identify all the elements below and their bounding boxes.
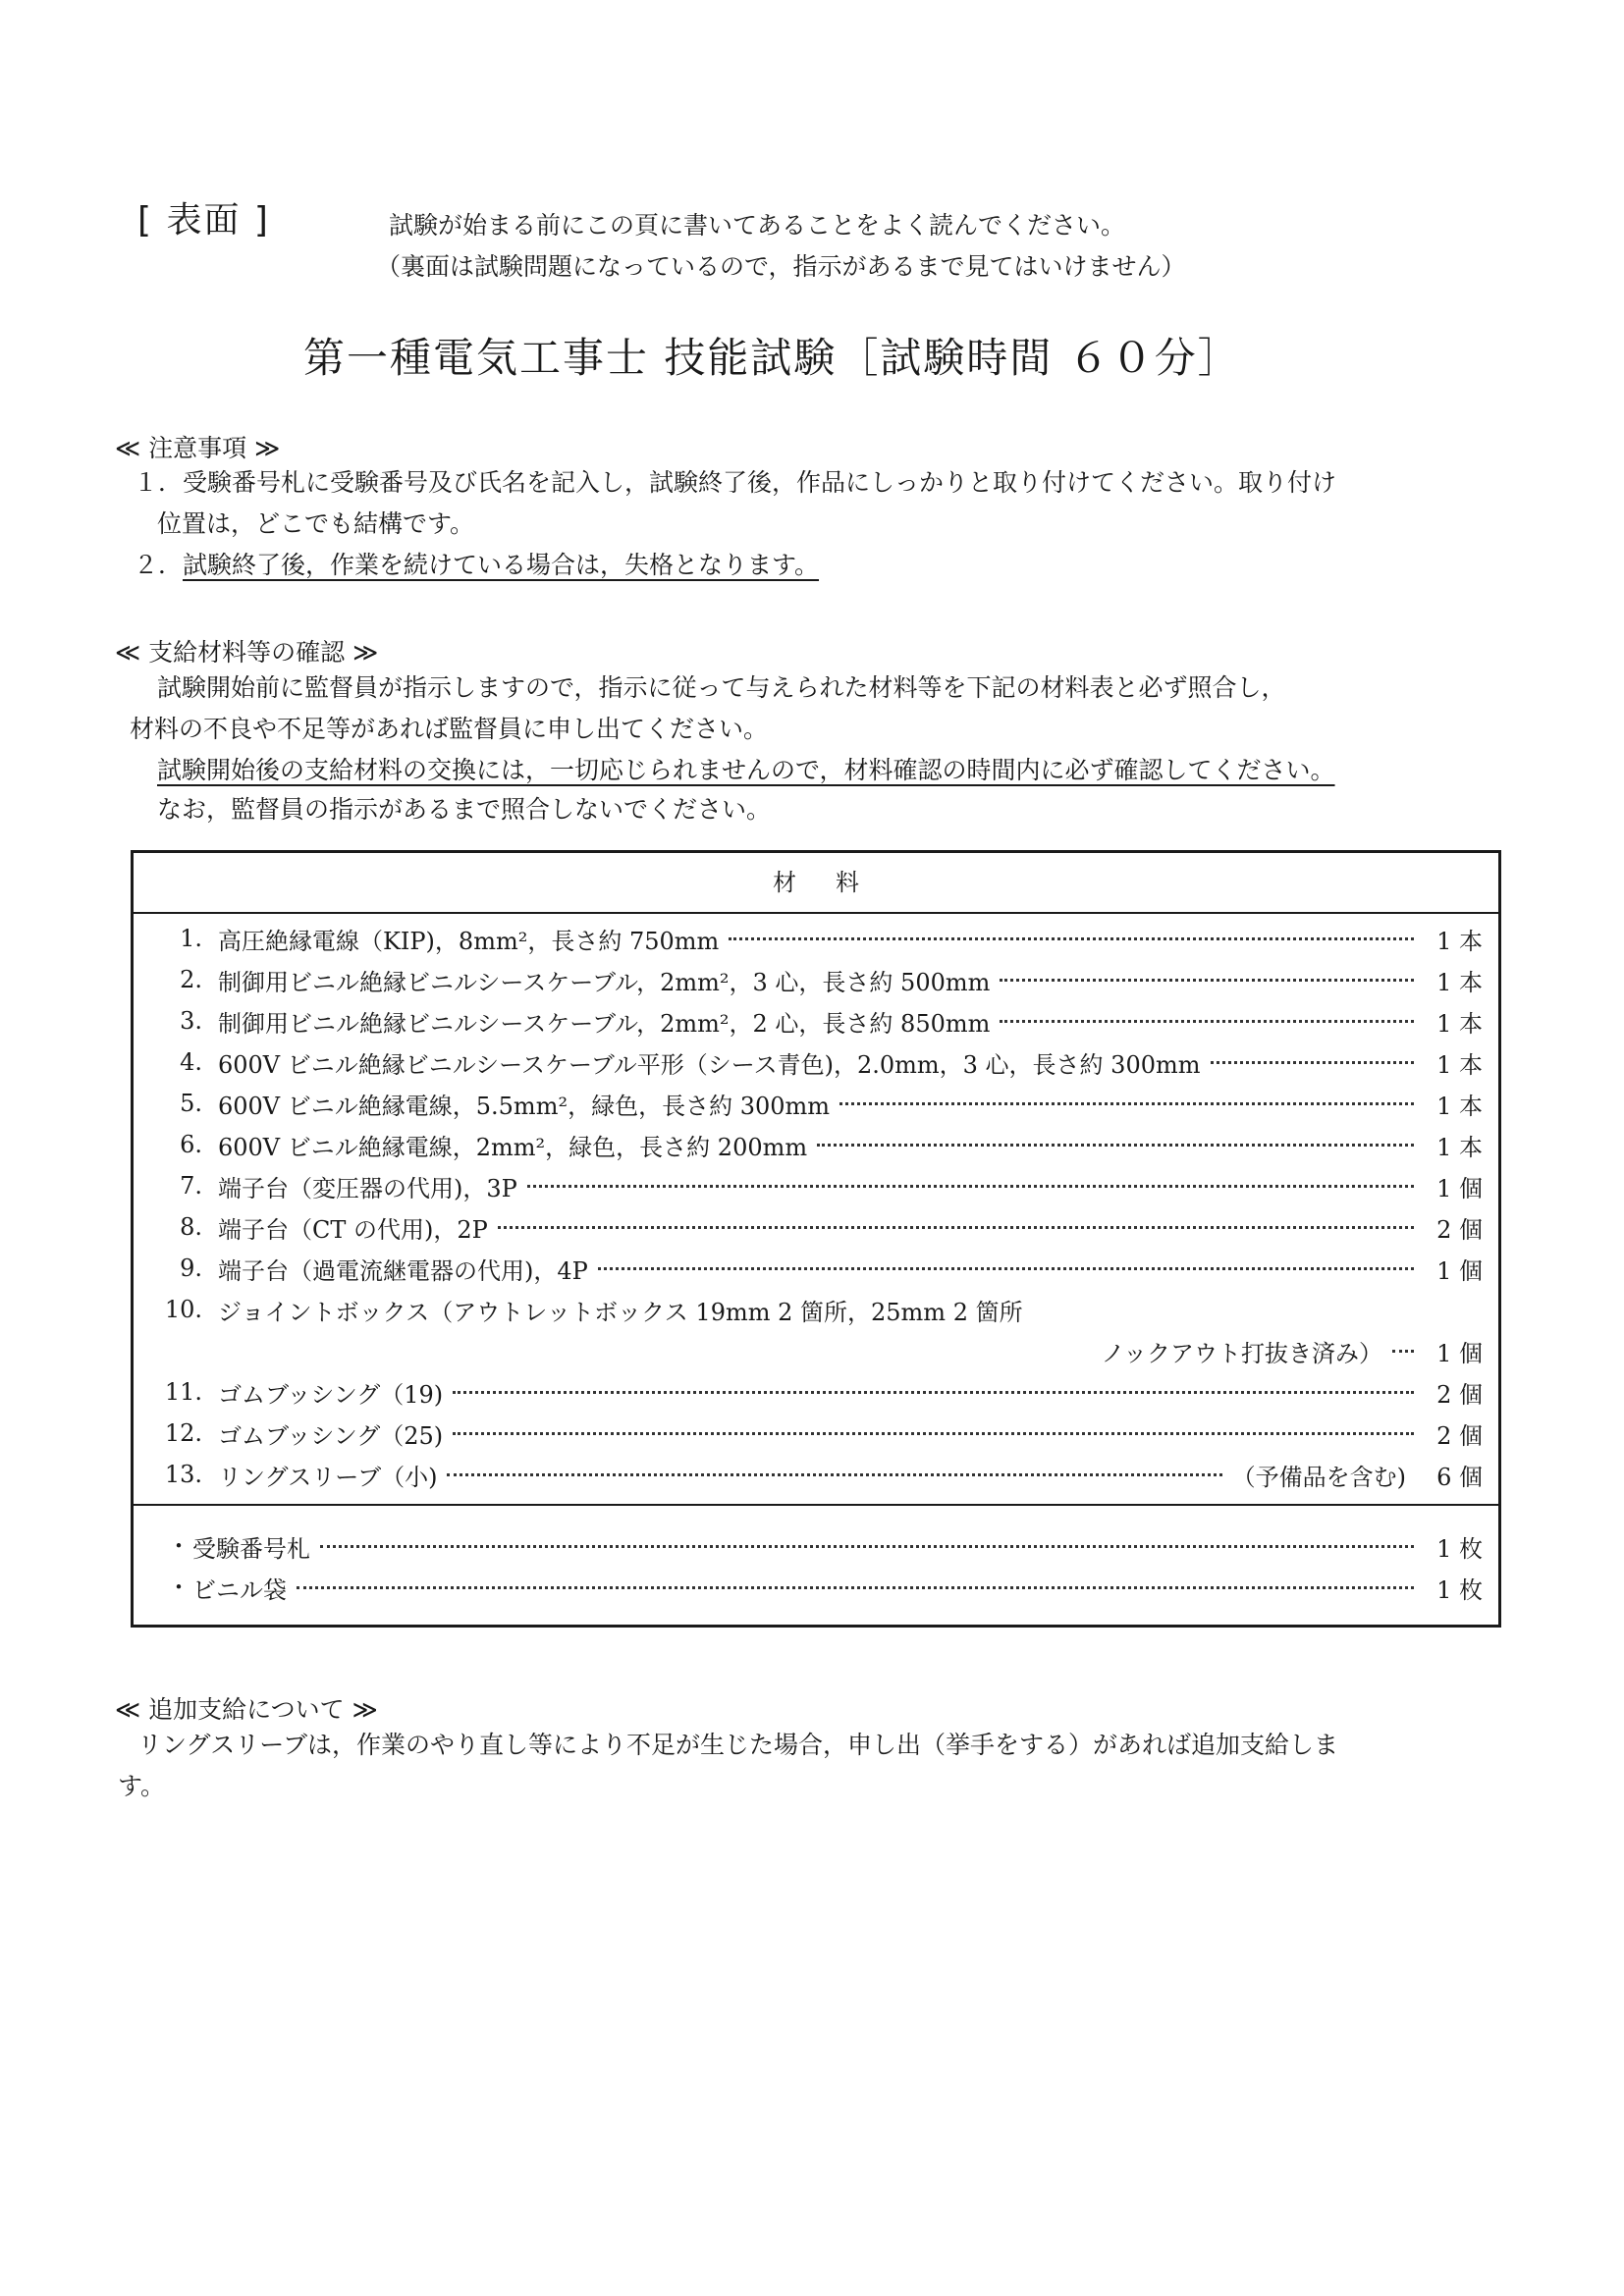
material-num: 2.: [180, 966, 202, 993]
check-p1-line1: 試験開始前に監督員が指示しますので，指示に従って与えられた材料等を下記の材料表と必ず照合し，: [157, 673, 1286, 702]
material-num: 5.: [180, 1090, 202, 1117]
material-qty: 2 個: [1436, 1380, 1483, 1409]
materials-divider: [134, 1504, 1498, 1506]
material-desc: リングスリーブ（小): [218, 1463, 438, 1491]
material-desc: 端子台（CT の代用)，2P: [218, 1215, 488, 1244]
material-desc: 端子台（変圧器の代用)，3P: [218, 1174, 517, 1202]
leader-dots: [817, 1144, 1414, 1147]
leader-dots: [1392, 1350, 1414, 1353]
material-desc: 端子台（過電流継電器の代用)，4P: [218, 1256, 588, 1285]
material-desc-line1: ジョイントボックス（アウトレットボックス 19mm 2 箇所，25mm 2 箇所: [218, 1298, 1023, 1326]
material-qty: 2 個: [1436, 1215, 1483, 1244]
material-num: 3.: [180, 1007, 202, 1035]
material-num: 7.: [180, 1172, 202, 1200]
bullet: ・: [167, 1574, 190, 1601]
side-label: [ 表面 ]: [137, 200, 270, 240]
notice-item2-prefix: ２．: [134, 551, 184, 579]
leader-dots: [447, 1473, 1221, 1476]
check-p2-underlined: 試験開始後の支給材料の交換には，一切応じられませんので，材料確認の時間内に必ず確認してください。: [157, 756, 1335, 784]
leader-dots: [320, 1545, 1414, 1548]
material-desc: ゴムブッシング（19): [218, 1380, 444, 1409]
material-num: 13.: [164, 1461, 202, 1488]
material-row-continuation: [134, 1330, 1498, 1371]
notice-item1-line1: １．受験番号札に受験番号及び氏名を記入し，試験終了後，作品にしっかりと取り付けてください。取り付け: [134, 468, 1337, 497]
materials-header: 材料: [134, 853, 1498, 914]
material-qty: 2 個: [1436, 1421, 1483, 1450]
material-num: 1.: [180, 925, 202, 952]
notice-item2: [134, 548, 819, 583]
material-qty: 1 個: [1436, 1256, 1483, 1285]
material-row: [134, 1000, 1498, 1041]
material-qty: 1 本: [1436, 927, 1483, 955]
leader-dots: [1211, 1061, 1414, 1064]
material-row: [134, 1413, 1498, 1454]
leader-dots: [839, 1102, 1414, 1105]
material-desc: 600V ビニル絶縁電線，5.5mm²，緑色，長さ約 300mm: [218, 1092, 831, 1120]
material-desc-line2: ノックアウト打抜き済み）: [1101, 1339, 1382, 1367]
material-num: 12.: [164, 1419, 202, 1447]
material-num: 11.: [164, 1378, 202, 1406]
material-qty: 1 個: [1436, 1339, 1483, 1367]
material-desc: 高圧絶縁電線（KIP)，8mm²，長さ約 750mm: [218, 927, 720, 955]
material-desc: 600V ビニル絶縁電線，2mm²，緑色，長さ約 200mm: [218, 1133, 808, 1161]
material-row: [134, 1454, 1498, 1495]
notice-item1-line2: 位置は，どこでも結構です。: [157, 509, 475, 538]
leader-dots: [598, 1267, 1414, 1270]
material-row: [134, 918, 1498, 959]
leader-dots: [498, 1226, 1414, 1229]
material-row: [134, 1083, 1498, 1124]
material-num: 8.: [180, 1213, 202, 1241]
material-row: [134, 1041, 1498, 1083]
material-num: 10.: [164, 1296, 202, 1323]
leader-dots: [453, 1432, 1414, 1435]
leader-dots: [527, 1185, 1414, 1188]
notice-heading: ≪ 注意事項 ≫: [115, 434, 281, 462]
extra-desc: 受験番号札: [192, 1534, 310, 1563]
material-note: （予備品を含む): [1231, 1463, 1406, 1491]
header-warning: （裏面は試験問題になっているので，指示があるまで見てはいけません）: [376, 252, 1186, 281]
header-instruction: 試験が始まる前にこの頁に書いてあることをよく読んでください。: [389, 211, 1126, 240]
extra-row: [134, 1567, 1498, 1608]
material-row: [134, 1206, 1498, 1248]
material-qty: 1 本: [1436, 1009, 1483, 1038]
material-row: [134, 1124, 1498, 1165]
extra-desc: ビニル袋: [192, 1575, 287, 1604]
material-num: 9.: [180, 1255, 202, 1282]
material-qty: 1 本: [1436, 1133, 1483, 1161]
leader-dots: [453, 1391, 1414, 1394]
material-row: [134, 1165, 1498, 1206]
leader-dots: [729, 937, 1414, 940]
leader-dots: [297, 1586, 1414, 1589]
leader-dots: [1000, 979, 1414, 982]
material-num: 4.: [180, 1048, 202, 1076]
notice-item2-text: 試験終了後，作業を続けている場合は，失格となります。: [183, 551, 820, 579]
material-qty: 1 本: [1436, 1092, 1483, 1120]
check-heading: ≪ 支給材料等の確認 ≫: [115, 638, 379, 667]
extra-qty: 1 枚: [1436, 1575, 1483, 1604]
leader-dots: [1000, 1020, 1414, 1023]
material-row: [134, 1248, 1498, 1289]
material-row: [134, 1289, 1498, 1330]
extra-qty: 1 枚: [1436, 1534, 1483, 1563]
check-p3: なお，監督員の指示があるまで照合しないでください。: [157, 795, 772, 824]
additional-line1: リングスリーブは，作業のやり直し等により不足が生じた場合，申し出（挙手をする）があれば追加支給しま: [137, 1731, 1339, 1759]
material-qty: 1 本: [1436, 1050, 1483, 1079]
material-row: [134, 959, 1498, 1000]
material-qty: 1 個: [1436, 1174, 1483, 1202]
material-desc: 制御用ビニル絶縁ビニルシースケーブル，2mm²，2 心，長さ約 850mm: [218, 1009, 991, 1038]
extra-row: [134, 1525, 1498, 1567]
additional-line2: す。: [118, 1772, 166, 1800]
bullet: ・: [167, 1532, 190, 1560]
materials-table: [131, 850, 1501, 1628]
page-title: 第一種電気工事士 技能試験［試験時間 ６０分］: [303, 334, 1241, 382]
check-p1-line2: 材料の不良や不足等があれば監督員に申し出てください。: [130, 715, 769, 743]
material-desc: ゴムブッシング（25): [218, 1421, 444, 1450]
material-row: [134, 1371, 1498, 1413]
material-desc: 制御用ビニル絶縁ビニルシースケーブル，2mm²，3 心，長さ約 500mm: [218, 968, 991, 996]
material-desc: 600V ビニル絶縁ビニルシースケーブル平形（シース青色)，2.0mm，3 心，長さ約 300mm: [218, 1050, 1201, 1079]
material-qty: 6 個: [1436, 1463, 1483, 1491]
additional-heading: ≪ 追加支給について ≫: [115, 1695, 378, 1724]
material-qty: 1 本: [1436, 968, 1483, 996]
material-num: 6.: [180, 1131, 202, 1158]
